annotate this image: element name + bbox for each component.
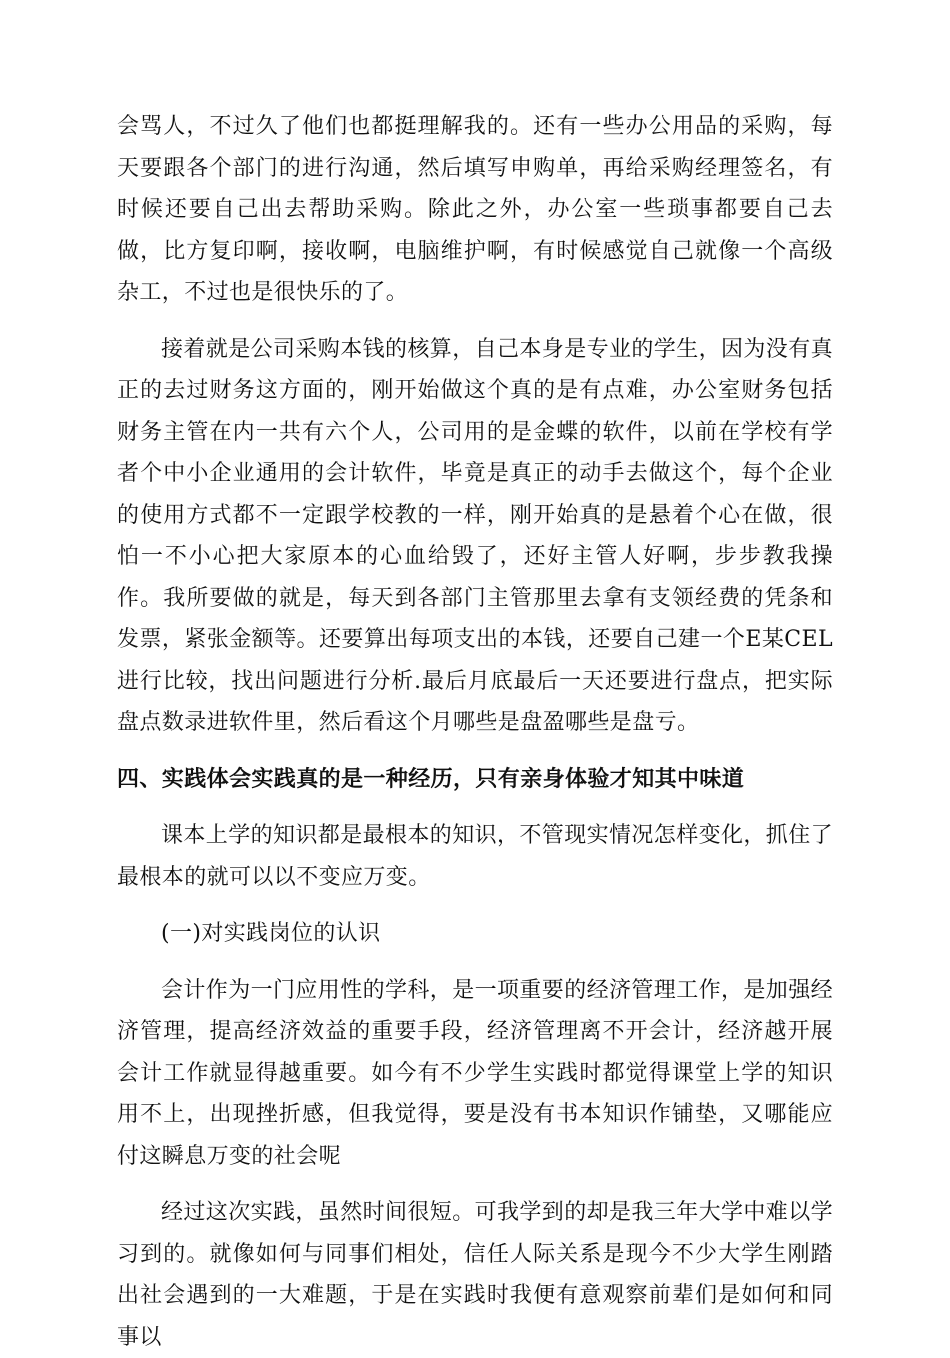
paragraph-gap [117, 800, 833, 815]
paragraph-accounting-role: 会计作为一门应用性的学科，是一项重要的经济管理工作，是加强经济管理，提高经济效益的重要手段，经济管理离不开会计，经济越开展会计工作就显得越重要。如今有不少学生实践时都觉得课堂上学的知识用不上，出现挫折感，但我觉得，要是没有书本知识作铺垫，又哪能应付这瞬息万变的社会呢 [117, 977, 834, 1169]
paragraph-gap [117, 314, 833, 329]
paragraph-textbook-knowledge: 课本上学的知识都是最根本的知识，不管现实情况怎样变化，抓住了最根本的就可以以不变应万变。 [117, 823, 834, 890]
paragraph-practice-experience: 经过这次实践，虽然时间很短。可我学到的却是我三年大学中难以学习到的。就像如何与同事们相处，信任人际关系是现今不少大学生刚踏出社会遇到的一大难题，于是在实践时我便有意观察前辈们是如何和同事以 [117, 1200, 834, 1350]
paragraph-gap [117, 1177, 833, 1192]
subsection-heading: (一)对实践岗位的认识 [161, 921, 381, 946]
paragraph-office-tasks: 会骂人，不过久了他们也都挺理解我的。还有一些办公用品的采购，每天要跟各个部门的进行沟通，然后填写申购单，再给采购经理签名，有时候还要自己出去帮助采购。除此之外，办公室一些琐事都要自己去做，比方复印啊，接收啊，电脑维护啊，有时候感觉自己就像一个高级杂工，不过也是很快乐的了。 [117, 114, 833, 305]
paragraph-gap [117, 744, 833, 759]
paragraph-cost-accounting: 接着就是公司采购本钱的核算，自己本身是专业的学生，因为没有真正的去过财务这方面的，刚开始做这个真的是有点难，办公室财务包括财务主管在内一共有六个人，公司用的是金蝶的软件，以前在学校有学者个中小企业通用的会计软件，毕竟是真正的动手去做这个，每个企业的使用方式都不一定跟学校教的一样，刚开始真的是悬着个心在做，很怕一不小心把大家原本的心血给毁了，还好主管人好啊，步步教我操作。我所要做的就是，每天到各部门主管那里去拿有支领经费的凭条和发票，紧张金额等。还要算出每项支出的本钱，还要自己建一个E某CEL进行比较，找出问题进行分析.最后月底最后一天还要进行盘点，把实际盘点数录进软件里，然后看这个月哪些是盘盈哪些是盘亏。 [117, 336, 834, 735]
section-heading: 四、实践体会实践真的是一种经历，只有亲身体验才知其中味道 [117, 765, 745, 792]
paragraph-gap [117, 898, 833, 913]
paragraph-gap [117, 955, 833, 970]
document-page [117, 106, 833, 1358]
